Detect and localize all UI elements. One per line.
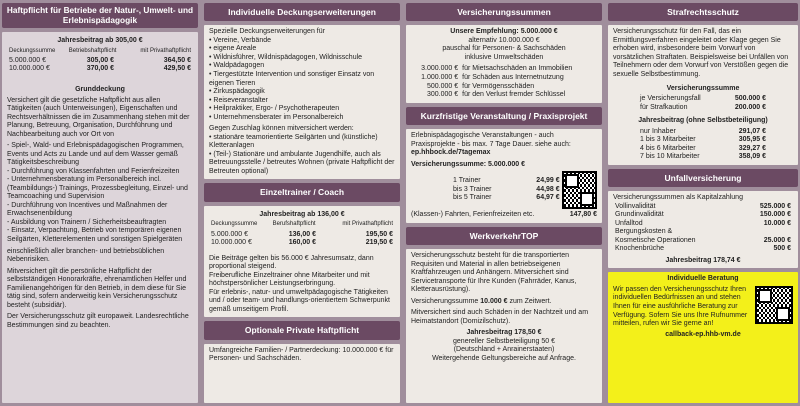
table-cell: 525.000 € [759, 202, 791, 210]
werkverkehr-title: WerkverkehrTOP [406, 227, 602, 245]
table-row [613, 245, 793, 254]
werkverkehr-summe-value: 10.000 € [480, 297, 508, 305]
private-title: Optionale Private Haftpflicht [204, 321, 400, 339]
table-row [411, 91, 597, 100]
kurzfristig-text [411, 132, 597, 158]
straf-vs-title: Versicherungssumme [666, 84, 740, 92]
beratung-content [613, 286, 793, 329]
kurzfristig-summe [411, 161, 597, 170]
table-cell: 219,50 € [365, 239, 393, 247]
table-cell: 160,00 € [288, 239, 316, 247]
list-item: • Zirkuspädagogik [209, 88, 395, 97]
table-cell: 5.000.000 € [211, 230, 248, 238]
table-cell: bis 5 Trainer [453, 194, 492, 202]
betriebe-table [7, 48, 193, 55]
table-cell: nur Inhaber [640, 127, 676, 135]
table-cell: 500.000 € [734, 95, 766, 103]
table-cell: Vollinvalidität [615, 202, 656, 210]
table-row [209, 231, 395, 240]
callback-link[interactable]: callback-ep.hhb-vm.de [665, 330, 741, 338]
straf-title: Strafrechtsschutz [608, 3, 798, 21]
unfall-panel [608, 191, 798, 268]
betriebe-beitrag: Jahresbeitrag ab 305,00 € [57, 37, 143, 45]
table-row [613, 228, 793, 237]
klassen-price: 147,80 € [569, 211, 597, 219]
werkverkehr-summe-label: Versicherungssumme [411, 297, 479, 305]
table-cell: 1 Trainer [453, 177, 481, 185]
table-cell: 1 bis 3 Mitarbeiter [640, 136, 696, 144]
table-cell: 500.000 € [426, 82, 459, 90]
private-text: Umfangreiche Familien- / Partnerdeckung: 10.000.000 € für Personen- und Sachschäden. [209, 346, 394, 363]
table-row [411, 65, 597, 74]
grunddeckung-list [7, 142, 193, 244]
unfall-title: Unfallversicherung [608, 169, 798, 187]
table-cell: 200.000 € [734, 103, 766, 111]
trainer-table-head [209, 221, 395, 228]
table-row [613, 237, 793, 246]
table-cell: 500 € [773, 245, 791, 253]
werkverkehr-summe [411, 298, 597, 307]
list-item: • Reiseveranstalter [209, 97, 395, 106]
table-row [638, 104, 768, 113]
list-item: - Ausbildung von Trainern / Sicherheitsbeauftragten [7, 219, 193, 228]
pauschal: pauschal für Personen- & Sachschäden [442, 45, 566, 53]
straf-jb-title: Jahresbeitrag (ohne Selbstbeteiligung) [638, 117, 768, 125]
table-row [451, 186, 562, 195]
mitversichert-text: Mitversichert gilt die persönliche Haftpflicht der selbstständigen Honorarkräfte, ehrenamtlichen Helfer und Familienangehörigen für den Betrieb, in dem diese für Sie tätig sind, sofern anderweitig kein Versicherungsschutz besteht (subsidiär). [7, 267, 187, 309]
betriebe-panel [2, 32, 198, 403]
table-cell: 10.000.000 € [211, 239, 252, 247]
table-row [411, 83, 597, 92]
table-row [638, 95, 768, 104]
table-cell: 24,99 € [536, 177, 560, 185]
straf-text: Versicherungsschutz für den Fall, das ein Ermittlungsverfahren eingeleitet oder Klage gegen Sie erhoben wird, insbesondere beim Vorwurf von vorsätzlichen Straftaten. Beispielsweise bei Unfällen von Teilnehmern oder dem Vorwurf von Verstößen gegen die sexuelle Selbstbestimmung. [613, 28, 789, 79]
table-cell: je Versicherungsfall [640, 95, 701, 103]
table-row [613, 203, 793, 212]
klassen-label: (Klassen-) Fahrten, Ferienfreizeiten etc. [411, 211, 535, 219]
table-cell: 291,07 € [738, 127, 766, 135]
table-row [451, 194, 562, 203]
klassen-row [411, 211, 597, 220]
column-betriebe [2, 0, 198, 406]
table-cell [740, 228, 793, 237]
table-cell: 358,09 € [738, 153, 766, 161]
table-row [638, 136, 768, 145]
trainer-price-table [451, 177, 562, 203]
table-cell: Grundinvalidität [615, 211, 664, 219]
th-betrieb: Betriebshaftpflicht [68, 47, 117, 54]
list-item: • (Teil-) Stationäre und ambulante Jugendhilfe, auch als Betreuungsstelle / betreutes Wohnen (private Haftpflicht der Betreuten optional) [209, 151, 395, 177]
nebenrisiken-text: einschließlich aller branchen- und betriebsüblichen Nebenrisiken. [7, 247, 165, 264]
summen-panel [406, 25, 602, 102]
unfall-table [613, 203, 793, 254]
table-cell: für Schäden aus Internetnutzung [462, 74, 564, 82]
table-cell: 364,50 € [163, 56, 191, 64]
th-privat: mit Privathaftpflicht [342, 221, 393, 228]
list-item: • Vereine, Verbände [209, 37, 395, 46]
werkverkehr-text-1: Versicherungsschutz besteht für die transportierten Requisiten und Material in allen betriebseigenen Kraftfahrzeugen und Anhängern. Mitversichert sind Servicetransporte für Ihre Kunden (Fahrräder, Kanus, Kletterausrüstung). [411, 251, 577, 294]
table-row [451, 177, 562, 186]
werkverkehr-summe-tail: zum Zeitwert. [509, 297, 552, 305]
th-privat: mit Privathaftpflicht [140, 47, 191, 54]
list-item: • Waldpädagogen [209, 62, 395, 71]
table-cell: 150.000 € [759, 211, 791, 219]
zuschlag-intro: Gegen Zuschlag können mitversichert werden: [209, 125, 354, 133]
kurzfristig-desc: Erlebnispädagogische Veranstaltungen - auch Praxisprojekte - bis max. 7 Tage Dauer. siehe auch: [411, 131, 571, 148]
table-row [411, 74, 597, 83]
table-cell: 429,50 € [163, 65, 191, 73]
table-cell: für Strafkaution [640, 103, 688, 111]
empfehlung: Unsere Empfehlung: 5.000.000 € [450, 28, 558, 36]
trainer-text-2: Freiberufliche Einzeltrainer ohne Mitarbeiter und mit höchstpersönlicher Leistungserbringung. [209, 271, 370, 288]
list-item: - Durchführung von Klassenfahrten und Ferienfreizeiten [7, 168, 193, 177]
werkverkehr-sb-3: Weitergehende Geltungsbereiche auf Anfrage. [432, 354, 576, 362]
table-cell: 4 bis 6 Mitarbeiter [640, 144, 696, 152]
alternativ: alternativ 10.000.000 € [468, 36, 540, 44]
table-cell: für Vermögensschäden [462, 82, 535, 90]
list-item: • eigene Areale [209, 45, 395, 54]
table-cell: 7 bis 10 Mitarbeiter [640, 153, 700, 161]
list-item: • Wildnisführer, Wildnispädagogen, Wildnisschule [209, 54, 395, 63]
kurzfristig-panel [406, 129, 602, 223]
beratung-panel [608, 272, 798, 403]
grunddeckung-text: Versichert gilt die gesetzliche Haftpflicht aus allen Tätigkeiten (auch Unterweisungen), Eigenschaften und Rechtsverhältnissen die im Zusammenhang stehen mit der Planung, Betreuung, Organisation, Durchführung und Nachbearbeitung auch vor Ort von [7, 96, 190, 138]
table-cell: Unfalltod [615, 219, 643, 227]
kurzfristig-link[interactable]: ep.hhbock.de/7tagemax [411, 149, 491, 157]
kurzfristig-title: Kurzfristige Veranstaltung / Praxisprojekt [406, 107, 602, 125]
table-cell: 1.000.000 € [421, 74, 459, 82]
trainer-title: Einzeltrainer / Coach [204, 183, 400, 201]
summen-table [411, 65, 597, 99]
list-item: - Spiel-, Wald- und Erlebnispädagogischen Programmen, Events und Acts zu Lande und auf dem Wasser gemäß Tätigkeitsbeschreibung [7, 142, 193, 168]
grunddeckung-title: Grunddeckung [75, 85, 125, 93]
trainer-values [209, 231, 395, 248]
table-row [209, 239, 395, 248]
inklusive: inklusive Umweltschäden [464, 53, 544, 61]
trainer-text-1: Die Beiträge gelten bis 56.000 € Jahresumsatz, dann proportional steigend. [209, 254, 374, 271]
table-cell: bis 3 Trainer [453, 185, 492, 193]
werkverkehr-sb-2: (Deutschland + Anrainerstaaten) [453, 346, 555, 354]
list-item: • stationäre teamorientierte Seilgärten und (künstliche) Kletteranlagen [209, 134, 395, 151]
table-cell: 329,27 € [738, 144, 766, 152]
private-panel [204, 344, 400, 403]
kurzfristig-prices [411, 171, 597, 209]
kurzfristig-summe-label: Versicherungssumme: 5.000.000 € [411, 160, 526, 168]
table-cell: Kosmetische Operationen [615, 236, 696, 244]
europaweit-text: Der Versicherungsschutz gilt europaweit. Landesrechtliche Bestimmungen sind zu beachten. [7, 313, 189, 329]
th-deckung: Deckungssumme [211, 221, 258, 228]
table-cell: 300.000 € [426, 91, 459, 99]
table-cell: 44,98 € [536, 185, 560, 193]
trainer-text-3: Für erlebnis-, natur- und umweltpädagogische Tätigkeiten und / oder team- und handlungs-orientiertem Schwerpunkt gemäß umseitigem Profil. [209, 288, 390, 313]
deckung-intro: Spezielle Deckungserweiterungen für [209, 28, 325, 36]
zuschlag-list [209, 134, 395, 177]
list-item: • Tiergestützte Intervention und sonstiger Einsatz von eigenen Tieren [209, 71, 395, 88]
qr-code-icon[interactable] [755, 286, 793, 324]
straf-jb-table [638, 128, 768, 162]
straf-vs-table [638, 95, 768, 112]
table-cell: 305,95 € [738, 136, 766, 144]
trainer-beitrag: Jahresbeitrag ab 136,00 € [259, 210, 345, 218]
deckung-title: Individuelle Deckungserweiterungen [204, 3, 400, 21]
list-item: • Unternehmensberater im Personalbereich [209, 114, 395, 123]
table-cell: 10.000.000 € [9, 65, 50, 73]
list-item: • Heilpraktiker, Ergo- / Psychotherapeuten [209, 105, 395, 114]
summen-title: Versicherungssummen [406, 3, 602, 21]
column-straf [608, 0, 798, 406]
table-cell: 305,00 € [86, 56, 114, 64]
betriebe-title: Haftpflicht für Betriebe der Natur-, Umwelt- und Erlebnispädagogik [2, 3, 198, 28]
qr-code-icon[interactable] [562, 171, 597, 209]
list-item: - Unternehmensberatung im Personalbereich incl. (Teambildungs-) Trainings, Prozessbegleitung, Einzel- und Teamcoaching und Supervision [7, 176, 193, 202]
beratung-text: Wir passen den Versicherungsschutz Ihren individuellen Bedürfnissen an und stehen Ihnen für eine ausführliche Beratung zur Verfügung. Sofern Sie uns Ihre Rufnummer mitteilen, rufen wir Sie gerne an! [613, 285, 748, 328]
unfall-intro: Versicherungssummen als Kapitalzahlung [613, 194, 743, 202]
straf-panel [608, 25, 798, 164]
betriebe-values [7, 57, 193, 74]
table-cell: 10.000 € [763, 219, 791, 227]
beratung-title: Individuelle Beratung [667, 275, 739, 283]
werkverkehr-text-2: Mitversichert sind auch Schäden in der Nachtzeit und am Heimatstandort (Domizilschutz). [411, 309, 589, 325]
unfall-beitrag: Jahresbeitrag 178,74 € [665, 256, 741, 264]
deckung-panel [204, 25, 400, 179]
table-cell: 370,00 € [86, 65, 114, 73]
table-row [613, 220, 793, 229]
column-summen [406, 0, 602, 406]
table-cell: für den Verlust fremder Schlüssel [462, 91, 566, 99]
table-row [638, 153, 768, 162]
table-cell: Bergungskosten & [615, 228, 673, 236]
table-row [613, 211, 793, 220]
table-cell: 136,00 € [288, 230, 316, 238]
list-item: - Durchführung von Incentives und Maßnahmen der Erwachsenenbildung [7, 202, 193, 219]
th-beruf: Berufshaftpflicht [272, 221, 316, 228]
trainer-panel [204, 206, 400, 318]
table-cell: 195,50 € [365, 230, 393, 238]
table-row [7, 65, 193, 74]
werkverkehr-sb-1: genereller Selbstbeteiligung 50 € [453, 337, 555, 345]
table-row [638, 145, 768, 154]
werkverkehr-beitrag: Jahresbeitrag 178,50 € [466, 329, 542, 337]
table-cell: 5.000.000 € [9, 56, 46, 64]
column-deckung [204, 0, 400, 406]
werkverkehr-panel [406, 249, 602, 403]
table-cell: 64,97 € [536, 194, 560, 202]
table-cell: Knochenbrüche [615, 245, 665, 253]
table-cell: für Mietsachschäden an Immobilien [462, 65, 573, 73]
table-row [7, 57, 193, 66]
table-cell: 25.000 € [763, 236, 791, 244]
list-item: - Einsatz, Verpachtung, Betrieb von temporären eigenen Seilgärten, Kletterelementen und sonstigen Spielgeräten [7, 227, 193, 244]
deckung-list [209, 37, 395, 122]
th-deckung: Deckungssumme [9, 47, 56, 54]
table-row [638, 128, 768, 137]
table-cell: 3.000.000 € [421, 65, 459, 73]
